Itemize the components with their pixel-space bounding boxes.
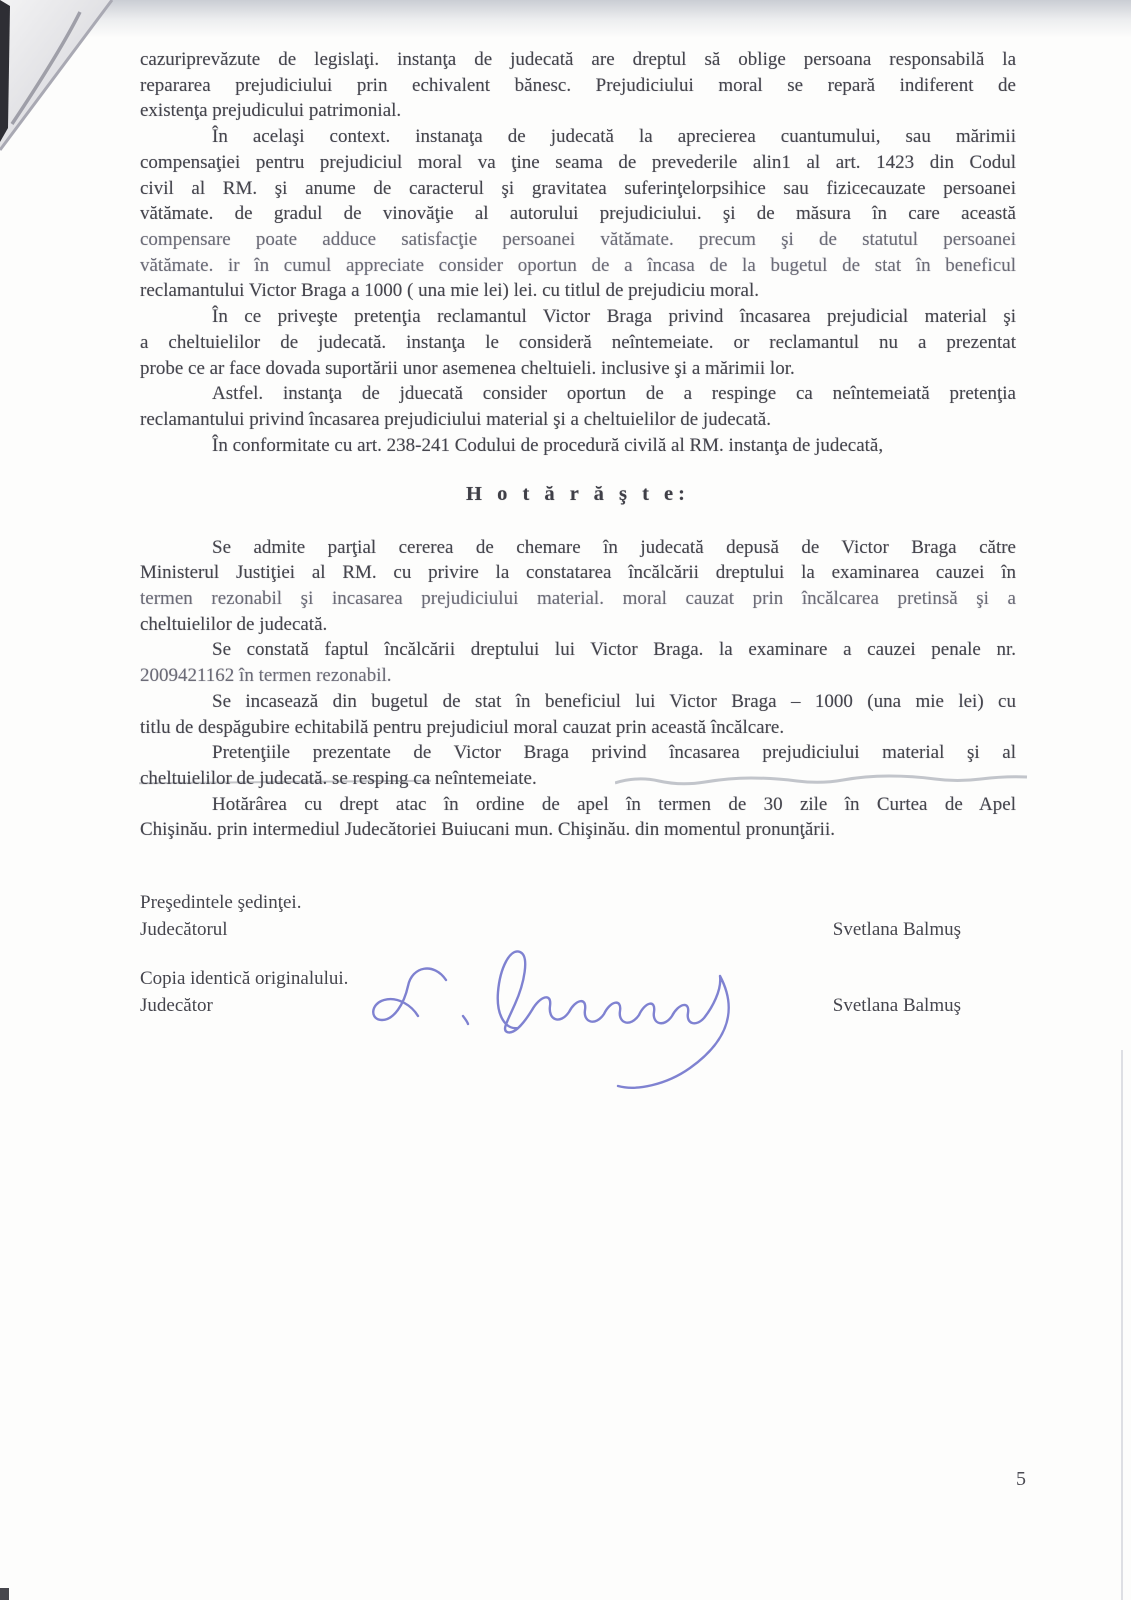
bottom-left-speck-artifact [0, 1588, 9, 1600]
text-line: reclamantului Victor Braga a 1000 ( una mie lei) lei. cu titlul de prejudiciu moral. [140, 280, 759, 302]
top-scan-shadow-band [0, 0, 1131, 38]
text-line: Pretenţiile prezentate de Victor Braga privind încasarea prejudiciului material şi al [212, 742, 1016, 764]
text-line: 2009421162 în termen rezonabil. [140, 665, 392, 687]
text-line: repararea prejudiciului prin echivalent bănesc. Prejudiciului moral se repară indiferent de [140, 74, 1016, 96]
text-line: vătămate. de gradul de vinovăţie al autorului prejudiciului. şi de măsura în care această [140, 203, 1016, 225]
text-line: cheltuielilor de judecată. [140, 613, 328, 635]
paragraph [140, 433, 1016, 459]
body-text [140, 47, 1016, 1019]
text-line: Hotărârea cu drept atac în ordine de apel în termen de 30 zile în Curtea de Apel [212, 793, 1016, 815]
text-line: În ce priveşte pretenţia reclamantul Victor Braga privind încasarea prejudicial material şi [212, 306, 1016, 328]
paragraph-continuation [140, 47, 1016, 124]
paragraph [140, 124, 1016, 304]
page-number: 5 [1016, 1468, 1026, 1490]
text-line: titlu de despăgubire echitabilă pentru prejudiciul moral cauzat prin această încălcare. [140, 716, 785, 738]
paragraph [140, 792, 1016, 843]
judge-title-label: Judecător [140, 995, 213, 1017]
copy-certification-label: Copia identică originalului. [140, 968, 349, 990]
paragraph [140, 381, 1016, 432]
text-line: cheltuielilor de judecată. se resping ca neîntemeiate. [140, 767, 537, 789]
judge-name-2: Svetlana Balmuş [832, 995, 961, 1017]
text-line: compensaţiei pentru prejudiciul moral va ţine seama de prevederile alin1 al art. 1423 din Codul [140, 151, 1016, 173]
judge-label: Judecătorul [140, 919, 228, 941]
text-line: Se constată faptul încălcării dreptului lui Victor Braga. la examinare a cauzei penale nr. [212, 639, 1016, 661]
text-line: compensare poate adduce satisfacţie persoanei vătămate. precum şi de statutul persoanei [140, 229, 1016, 251]
text-line: cazuriprevăzute de legislaţi. instanţa de judecată are dreptul să oblige persoana responsabilă la [140, 49, 1016, 70]
text-line: probe ce ar face dovada suportării unor asemenea cheltuieli. inclusive şi a mărimii lor. [140, 357, 795, 379]
judge-name: Svetlana Balmuş [832, 919, 961, 941]
text-line: a cheltuielilor de judecată. instanţa le consideră neîntemeiate. or reclamantul nu a prezentat [140, 331, 1016, 353]
text-line: termen rezonabil şi incasarea prejudiciului material. moral cauzat prin încălcarea pretinsă şi a [140, 587, 1016, 609]
paragraph [140, 535, 1016, 638]
paragraph [140, 304, 1016, 381]
text-line: Ministerul Justiţiei al RM. cu privire la constatarea încălcării dreptului la examinarea cauzei în [140, 562, 1016, 584]
president-label: Preşedintele şedinţei. [140, 892, 302, 914]
text-line: Se incasează din bugetul de stat în beneficiul lui Victor Braga – 1000 (una mie lei) cu [212, 690, 1016, 712]
text-line: civil al RM. şi anume de caracterul şi gravitatea suferinţelorpsihice sau fizicecauzate persoanei [140, 177, 1016, 199]
folded-page-corner-artifact [0, 0, 135, 165]
text-line: În acelaşi context. instanaţa de judecată la aprecierea cuantumului, sau mărimii [212, 126, 1016, 148]
right-scan-edge-artifact [1121, 1050, 1123, 1600]
text-line: reclamantului privind încasarea prejudiciului material şi a cheltuielilor de judecată. [140, 409, 771, 431]
handwritten-signature-icon [360, 928, 760, 1113]
text-line: vătămate. ir în cumul appreciate consider oportun de a încasa de la bugetul de stat în beneficul [140, 254, 1016, 276]
paragraph [140, 689, 1016, 740]
decision-heading: H o t ă r ă ş t e: [466, 482, 690, 505]
text-line: Astfel. instanţa de jduecată consider oportun de a respinge ca neîntemeiată pretenţia [212, 383, 1016, 405]
text-line: existenţa prejudicului patrimonial. [140, 100, 402, 122]
text-line: Se admite parţial cererea de chemare în judecată depusă de Victor Braga către [212, 536, 1016, 558]
text-line: Chişinău. prin intermediul Judecătoriei Buiucani mun. Chişinău. din momentul pronunţării. [140, 819, 835, 841]
text-line: În conformitate cu art. 238-241 Codului de procedură civilă al RM. instanţa de judecată, [212, 434, 884, 456]
paragraph [140, 637, 1016, 688]
paragraph [140, 740, 1016, 791]
